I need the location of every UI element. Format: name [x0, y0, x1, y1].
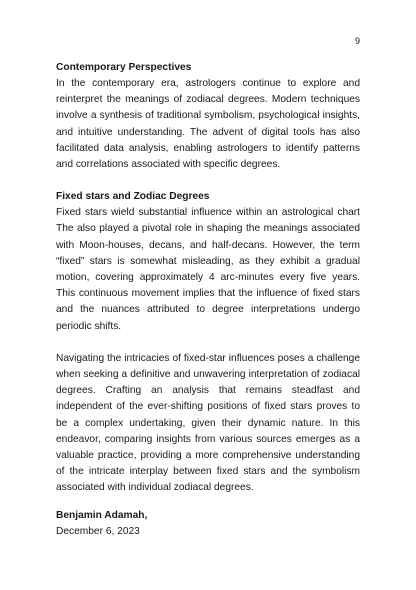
paragraph: Fixed stars wield substantial influence within an astrological chart The also played a pivotal role in shaping the meanings associated with Moon-houses, decans, and half-decans. However, the term “fixed” stars is somewhat misleading, as they exhibit a gradual motion, covering approximately 4 arc-minutes every five years. This continuous movement implies that the influence of fixed stars and the nuances attributed to degree interpretations undergo periodic shifts.: [56, 207, 360, 332]
section-heading-fixed-stars: Fixed stars and Zodiac Degrees: [56, 191, 210, 203]
author-name: Benjamin Adamah,: [56, 510, 148, 521]
section-heading-contemporary: Contemporary Perspectives: [56, 62, 192, 73]
signature-date: December 6, 2023: [56, 526, 140, 537]
signature-block: [56, 508, 360, 540]
paragraph: Navigating the intricacies of fixed-star influences poses a challenge when seeking a definitive and unwavering interpretation of zodiacal degrees. Crafting an analysis that remains steadfast and independent of the ever-shifting positions of fixed stars proves to be a complex undertaking, given their dynamic nature. In this endeavor, comparing insights from various sources emerges as a valuable practice, providing a more comprehensive understanding of the intricate interplay between fixed stars and the symbolism associated with individual zodiacal degrees.: [56, 352, 360, 494]
page-number: 9: [354, 36, 360, 46]
document-body: [56, 60, 360, 497]
paragraph: In the contemporary era, astrologers continue to explore and reinterpret the meanings of zodiacal degrees. Modern techniques involve a synthesis of traditional symbolism, psychological insights, and intuitive understanding. The advent of digital tools has also facilitated data analysis, enabling astrologers to identify patterns and correlations associated with specific degrees.: [56, 78, 360, 171]
